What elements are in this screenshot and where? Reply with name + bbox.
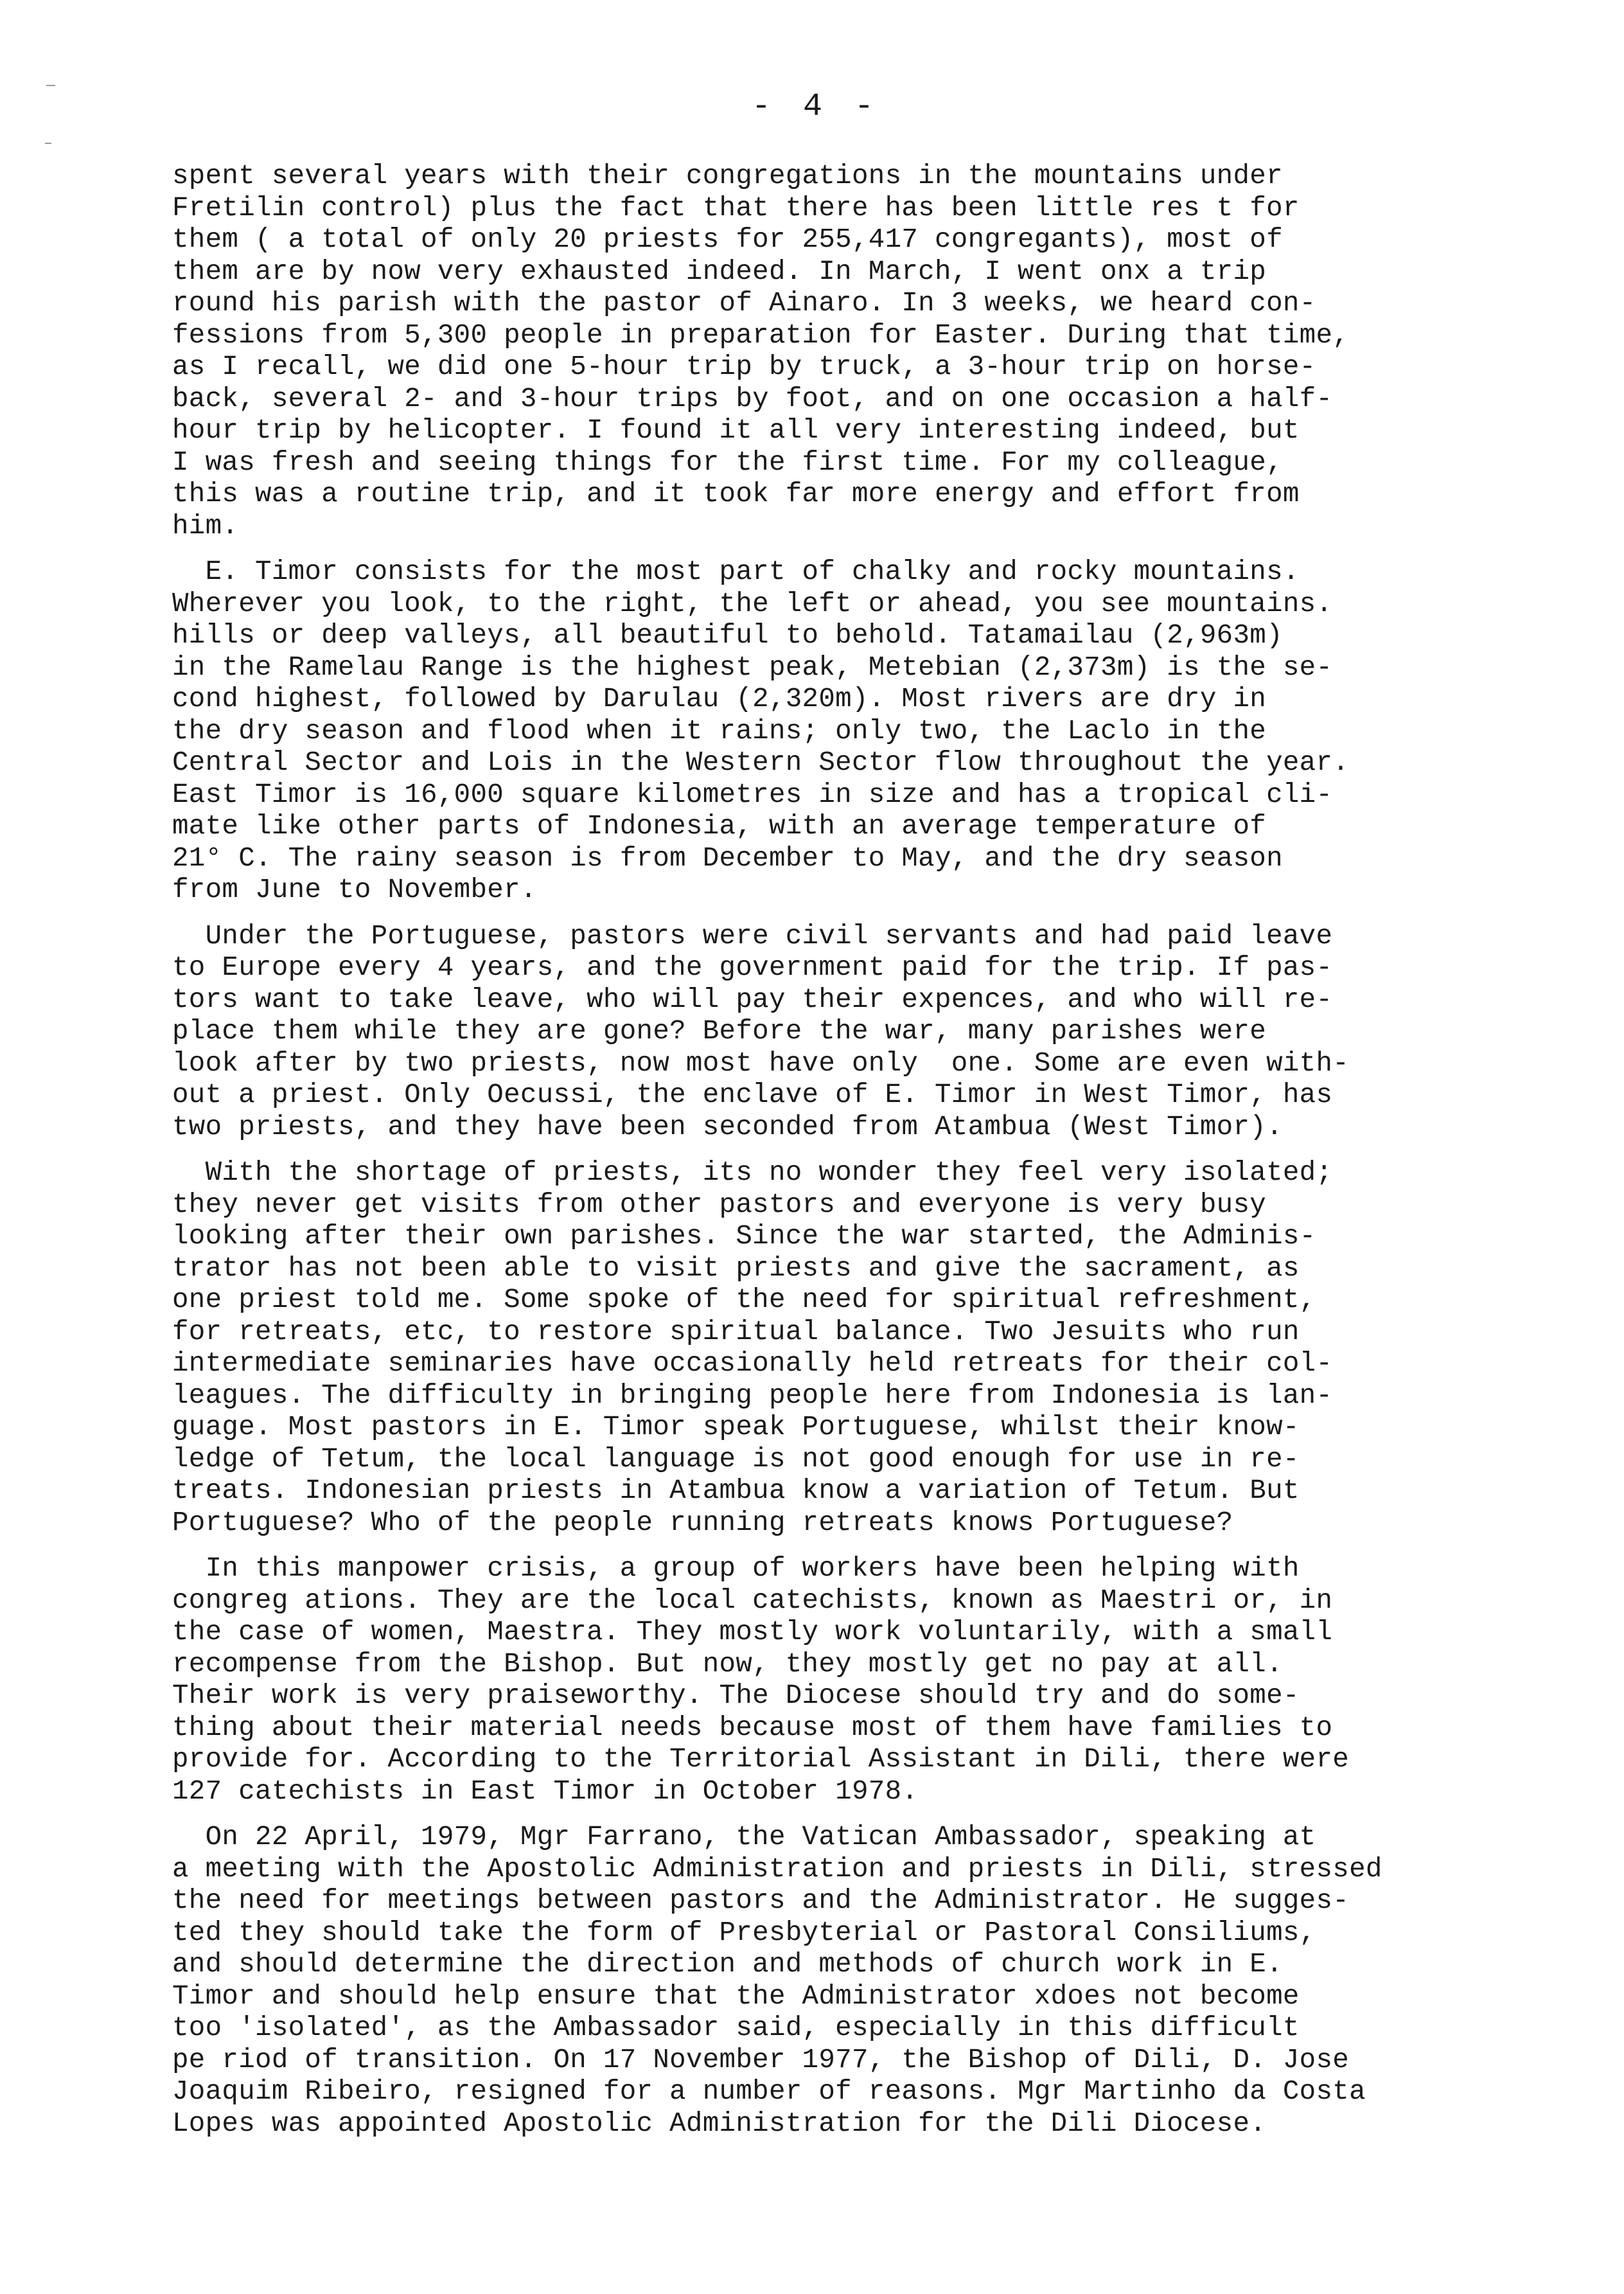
text-line: East Timor is 16,000 square kilometres in size and has a tropical cli- <box>172 779 1333 810</box>
scan-mark <box>45 143 51 144</box>
text-line: looking after their own parishes. Since the war started, the Adminis- <box>172 1221 1316 1252</box>
paragraph <box>172 161 1573 542</box>
text-line: spent several years with their congregations in the mountains under <box>172 161 1283 191</box>
text-line: Timor and should help ensure that the Administrator xdoes not become <box>172 1980 1300 2012</box>
text-line: I was fresh and seeing things for the first time. For my colleague, <box>172 447 1283 478</box>
text-line: look after by two priests, now most have only one. Some are even with- <box>172 1047 1350 1079</box>
text-line: With the shortage of priests, its no wonder they feel very isolated; <box>172 1157 1333 1188</box>
text-line: Portuguese? Who of the people running retreats knows Portuguese? <box>172 1507 1233 1538</box>
text-line: round his parish with the pastor of Ainaro. In 3 weeks, we heard con- <box>172 288 1316 319</box>
text-line: them ( a total of only 20 priests for 255,417 congregants), most of <box>172 224 1283 255</box>
text-line: them are by now very exhausted indeed. In March, I went onx a trip <box>172 256 1267 287</box>
text-line: place them while they are gone? Before the war, many parishes were <box>172 1016 1267 1047</box>
paragraph <box>172 556 1573 907</box>
text-line: In this manpower crisis, a group of workers have been helping with <box>172 1553 1300 1584</box>
paragraph <box>172 1157 1573 1539</box>
text-line: hour trip by helicopter. I found it all very interesting indeed, but <box>172 415 1300 446</box>
text-line: one priest told me. Some spoke of the need for spiritual refreshment, <box>172 1285 1316 1315</box>
document-body <box>172 161 1573 2154</box>
text-line: Joaquim Ribeiro, resigned for a number of reasons. Mgr Martinho da Costa <box>172 2076 1366 2107</box>
scan-mark <box>46 85 55 86</box>
text-line: intermediate seminaries have occasionally held retreats for their col- <box>172 1348 1333 1379</box>
text-line: the dry season and flood when it rains; only two, the Laclo in the <box>172 715 1267 747</box>
text-line: Lopes was appointed Apostolic Administration for the Dili Diocese. <box>172 2108 1267 2139</box>
text-line: and should determine the direction and methods of church work in E. <box>172 1949 1283 1980</box>
page-number: - 4 - <box>751 89 881 125</box>
text-line: back, several 2- and 3-hour trips by foot, and on one occasion a half- <box>172 383 1333 414</box>
text-line: as I recall, we did one 5-hour trip by truck, a 3-hour trip on horse- <box>172 351 1316 382</box>
paragraph <box>172 1822 1573 2140</box>
text-line: ted they should take the form of Presbyterial or Pastoral Consiliums, <box>172 1917 1316 1948</box>
text-line: this was a routine trip, and it took far more energy and effort from <box>172 479 1300 510</box>
text-line: leagues. The difficulty in bringing people here from Indonesia is lan- <box>172 1380 1333 1411</box>
text-line: the case of women, Maestra. They mostly work voluntarily, with a small <box>172 1617 1333 1648</box>
text-line: 21° C. The rainy season is from December to May, and the dry season <box>172 842 1283 874</box>
text-line: On 22 April, 1979, Mgr Farrano, the Vatican Ambassador, speaking at <box>172 1822 1316 1853</box>
text-line: to Europe every 4 years, and the government paid for the trip. If pas- <box>172 952 1333 983</box>
paragraph <box>172 1553 1573 1808</box>
text-line: from June to November. <box>172 875 537 905</box>
text-line: Under the Portuguese, pastors were civil servants and had paid leave <box>172 920 1333 952</box>
text-line: recompense from the Bishop. But now, they mostly get no pay at all. <box>172 1648 1283 1680</box>
text-line: the need for meetings between pastors and the Administrator. He sugges- <box>172 1885 1350 1916</box>
text-line: treats. Indonesian priests in Atambua know a variation of Tetum. But <box>172 1475 1300 1506</box>
text-line: too 'isolated', as the Ambassador said, especially in this difficult <box>172 2013 1300 2043</box>
text-line: Wherever you look, to the right, the left or ahead, you see mountains. <box>172 588 1333 619</box>
text-line: Their work is very praiseworthy. The Diocese should try and do some- <box>172 1680 1300 1711</box>
text-line: 127 catechists in East Timor in October 1978. <box>172 1775 919 1807</box>
text-line: tors want to take leave, who will pay their expences, and who will re- <box>172 984 1333 1015</box>
text-line: trator has not been able to visit priests and give the sacrament, as <box>172 1252 1300 1284</box>
text-line: they never get visits from other pastors and everyone is very busy <box>172 1189 1267 1220</box>
text-line: ledge of Tetum, the local language is not good enough for use in re- <box>172 1443 1300 1475</box>
text-line: in the Ramelau Range is the highest peak, Metebian (2,373m) is the se- <box>172 652 1333 683</box>
text-line: thing about their material needs because most of them have families to <box>172 1712 1333 1743</box>
text-line: fessions from 5,300 people in preparation for Easter. During that time, <box>172 319 1350 351</box>
text-line: mate like other parts of Indonesia, with an average temperature of <box>172 811 1267 842</box>
text-line: for retreats, etc, to restore spiritual balance. Two Jesuits who run <box>172 1316 1300 1347</box>
text-line: hills or deep valleys, all beautiful to behold. Tatamailau (2,963m) <box>172 620 1283 651</box>
text-line: E. Timor consists for the most part of chalky and rocky mountains. <box>172 556 1300 587</box>
text-line: cond highest, followed by Darulau (2,320m). Most rivers are dry in <box>172 684 1267 715</box>
text-line: congreg ations. They are the local catechists, known as Maestri or, in <box>172 1585 1333 1616</box>
text-line: Central Sector and Lois in the Western Sector flow throughout the year. <box>172 747 1350 778</box>
text-line: two priests, and they have been seconded from Atambua (West Timor). <box>172 1111 1283 1143</box>
text-line: a meeting with the Apostolic Administration and priests in Dili, stressed <box>172 1853 1382 1885</box>
paragraph <box>172 921 1573 1144</box>
text-line: out a priest. Only Oecussi, the enclave of E. Timor in West Timor, has <box>172 1080 1333 1110</box>
text-line: pe riod of transition. On 17 November 1977, the Bishop of Dili, D. Jose <box>172 2044 1350 2076</box>
text-line: him. <box>172 510 239 542</box>
text-line: provide for. According to the Territorial Assistant in Dili, there were <box>172 1744 1350 1775</box>
text-line: guage. Most pastors in E. Timor speak Portuguese, whilst their know- <box>172 1412 1300 1443</box>
text-line: Fretilin control) plus the fact that there has been little res t for <box>172 192 1300 224</box>
